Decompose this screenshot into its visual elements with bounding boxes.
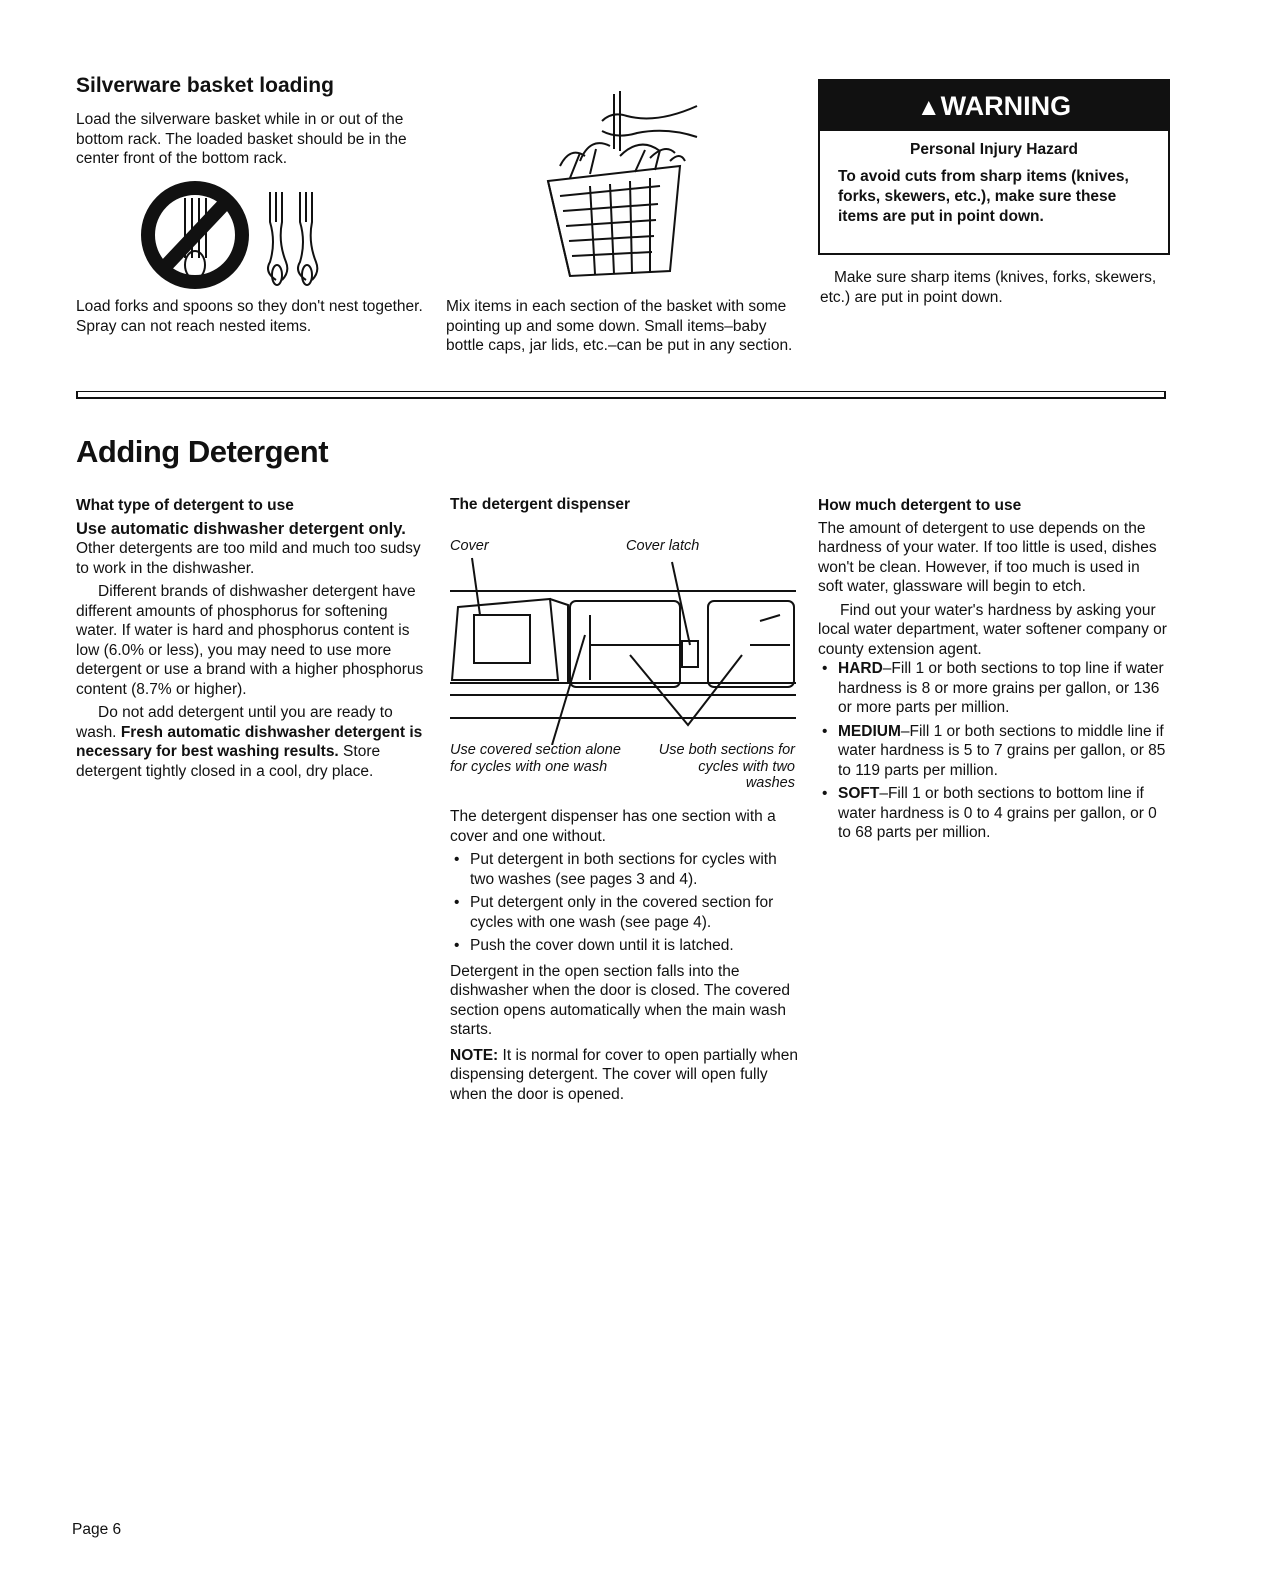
label-cover-latch: Cover latch xyxy=(626,538,700,554)
warning-title: WARNING xyxy=(940,91,1072,121)
label-cover: Cover xyxy=(450,538,489,554)
warning-triangle-icon: ▲ xyxy=(916,94,941,121)
col2-bullets xyxy=(450,850,800,956)
section-divider xyxy=(76,391,1166,399)
col1-p3 xyxy=(76,703,426,781)
detergent-col3 xyxy=(818,496,1168,847)
warning-box xyxy=(818,79,1170,255)
col3-p2: Find out your water's hardness by asking your local water department, water softener company or county extension agent. xyxy=(818,601,1167,658)
col1-p3-bold: Fresh automatic dishwasher detergent is necessary for best washing results. xyxy=(76,723,423,760)
soft-text: –Fill 1 or both sections to bottom line if water hardness is 0 to 4 grains per gallon, or 0 to 68 parts per million. xyxy=(838,785,1157,841)
label-covered-section: Use covered section alone for cycles with one wash xyxy=(450,742,621,775)
both-leader-lines xyxy=(630,655,742,725)
col1-p1-rest: Other detergents are too mild and much too sudsy to work in the dishwasher. xyxy=(76,540,421,577)
col3-p1: The amount of detergent to use depends on the hardness of your water. If too little is used, dishes won't be clean. However, if too much is used in soft water, glassware will begin to etch. xyxy=(818,519,1157,595)
hardness-item-soft xyxy=(818,784,1168,843)
hardness-list xyxy=(818,659,1168,843)
detergent-col2-body xyxy=(450,807,800,1108)
medium-label: MEDIUM xyxy=(838,722,901,740)
col2-p2: Detergent in the open section falls into the dishwasher when the door is closed. The covered section opens automatically when the main wash starts. xyxy=(450,962,791,1038)
col1-p1-bold: Use automatic dishwasher detergent only. xyxy=(76,519,406,538)
silverware-basket-illustration xyxy=(530,86,720,286)
medium-text: –Fill 1 or both sections to middle line if water hardness is 5 to 7 grains per gallon, or 85 to 119 parts per million. xyxy=(838,722,1166,779)
col1-p3-start: Do not add detergent until you are ready to wash. xyxy=(76,704,393,741)
col2-subheading: The detergent dispenser xyxy=(450,496,631,513)
note-label: NOTE: xyxy=(450,1046,499,1064)
col2-bullet: • Push the cover down until it is latched. xyxy=(450,936,800,956)
hardness-item-hard xyxy=(818,659,1168,718)
hardness-item-medium xyxy=(818,722,1168,781)
hard-text: –Fill 1 or both sections to top line if water hardness is 8 or more grains per gallon, or 136 or more parts per million. xyxy=(838,660,1164,716)
detergent-col1 xyxy=(76,496,426,781)
col2-bullet: • Put detergent in both sections for cycles with two washes (see pages 3 and 4). xyxy=(450,850,800,889)
col1-p1 xyxy=(76,520,426,579)
open-section-icon xyxy=(708,601,794,687)
no-nesting-illustration xyxy=(140,180,340,290)
cover-icon xyxy=(452,599,568,683)
hand-icon xyxy=(602,91,697,151)
col3-subheading: How much detergent to use xyxy=(818,497,1022,514)
warning-header xyxy=(820,81,1168,131)
note-text: It is normal for cover to open partially when dispensing detergent. The cover will open fully when the door is opened. xyxy=(450,1046,799,1103)
silverware-heading: Silverware basket loading xyxy=(76,74,334,97)
warning-subtitle: Personal Injury Hazard xyxy=(910,141,1078,158)
warning-body: To avoid cuts from sharp items (knives, forks, skewers, etc.), make sure these items are put in point down. xyxy=(838,168,1129,225)
prohibited-icon xyxy=(148,188,242,282)
basket-icon xyxy=(548,166,680,276)
col2-note xyxy=(450,1046,800,1105)
covered-section-icon xyxy=(570,601,698,687)
col2-p1: The detergent dispenser has one section with a cover and one without. xyxy=(450,808,776,845)
page-number: Page 6 xyxy=(72,1521,122,1538)
col1-p3-end: Store detergent tightly closed in a cool, dry place. xyxy=(76,743,381,780)
soft-label: SOFT xyxy=(838,785,880,802)
forks-icon xyxy=(268,192,317,285)
col1-subheading: What type of detergent to use xyxy=(76,497,294,514)
hard-label: HARD xyxy=(838,660,883,677)
detergent-heading: Adding Detergent xyxy=(76,434,329,469)
label-both-sections: Use both sections for cycles with two washes xyxy=(658,742,795,791)
detergent-dispenser-illustration xyxy=(450,555,796,745)
col1-p2: Different brands of dishwasher detergent have different amounts of phosphorus for softening water. If water is hard and phosphorus content is low (6.0% or less), you may need to use more detergent or use a brand with a higher phosphorus content (8.7% or higher). xyxy=(76,583,424,698)
col2-bullet: • Put detergent only in the covered section for cycles with one wash (see page 4). xyxy=(450,893,800,932)
mix-caption: Mix items in each section of the basket with some pointing up and some down. Small items–baby bottle caps, jar lids, etc.–can be put in any section. xyxy=(446,298,793,354)
warning-note: Make sure sharp items (knives, forks, skewers, etc.) are put in point down. xyxy=(820,269,1157,306)
nested-caption: Load forks and spoons so they don't nest together. Spray can not reach nested items. xyxy=(76,298,423,335)
silverware-intro: Load the silverware basket while in or out of the bottom rack. The loaded basket should be in the center front of the bottom rack. xyxy=(76,111,407,167)
